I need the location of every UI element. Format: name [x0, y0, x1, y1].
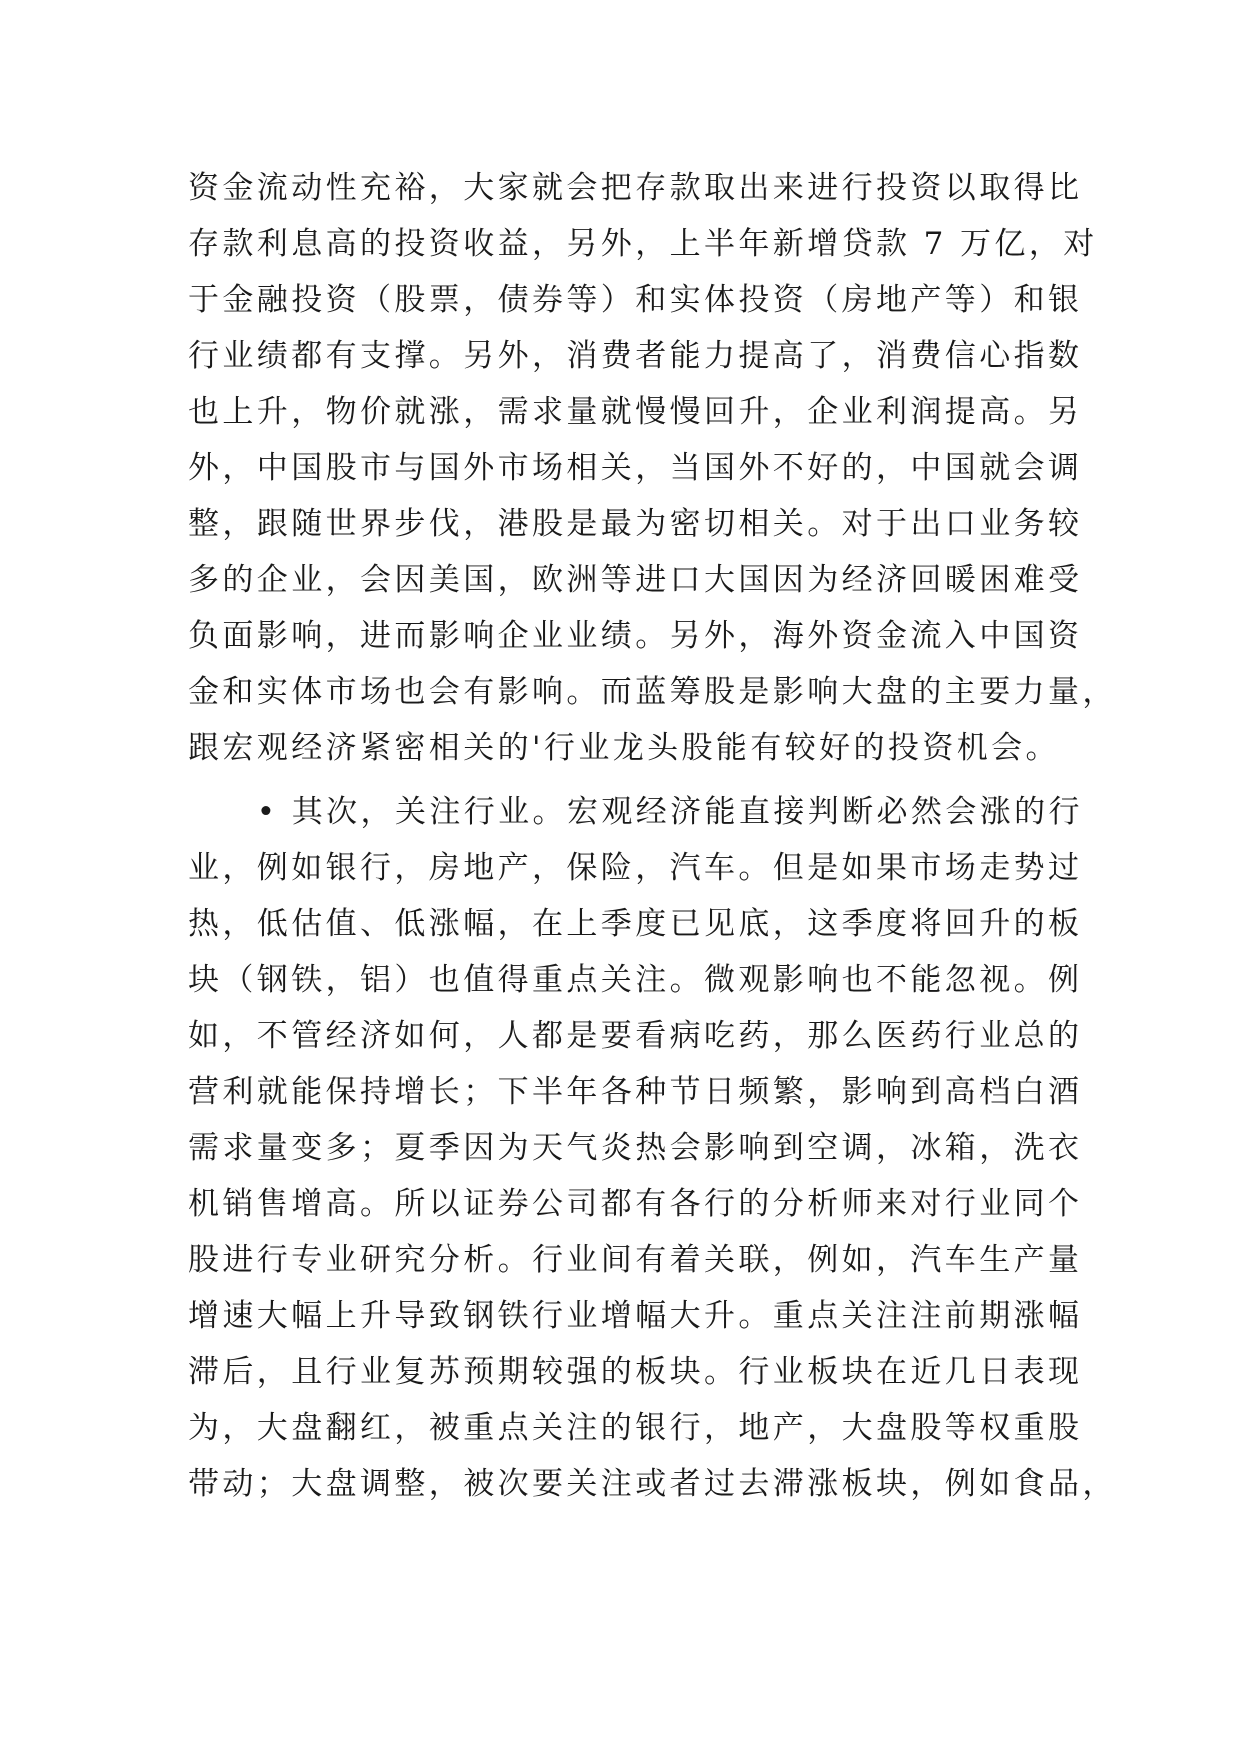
text-line: 负面影响，进而影响企业业绩。另外，海外资金流入中国资	[188, 618, 1083, 654]
text-line: 也上升，物价就涨，需求量就慢慢回升，企业利润提高。另	[188, 394, 1083, 430]
paragraph-industry-focus	[188, 784, 1117, 1512]
text-line: 需求量变多；夏季因为天气炎热会影响到空调，冰箱，洗衣	[188, 1130, 1083, 1166]
paragraph-macro-economy	[188, 160, 1117, 776]
text-line: 机销售增高。所以证券公司都有各行的分析师来对行业同个	[188, 1186, 1083, 1222]
text-line: 如，不管经济如何，人都是要看病吃药，那么医药行业总的	[188, 1018, 1083, 1054]
text-line: 于金融投资（股票，债券等）和实体投资（房地产等）和银	[188, 282, 1083, 318]
text-line: 金和实体市场也会有影响。而蓝筹股是影响大盘的主要力量，	[188, 674, 1117, 710]
text-line: 营利就能保持增长；下半年各种节日频繁，影响到高档白酒	[188, 1074, 1083, 1110]
paragraph-spacer	[188, 776, 1068, 784]
text-line: 整，跟随世界步伐，港股是最为密切相关。对于出口业务较	[188, 506, 1083, 542]
body-text	[188, 160, 1117, 1512]
text-line: 股进行专业研究分析。行业间有着关联，例如，汽车生产量	[188, 1242, 1083, 1278]
text-line: 业，例如银行，房地产，保险，汽车。但是如果市场走势过	[188, 850, 1083, 886]
text-line: • 其次，关注行业。宏观经济能直接判断必然会涨的行	[188, 794, 1083, 830]
text-line: 存款利息高的投资收益，另外，上半年新增贷款 7 万亿，对	[188, 226, 1098, 262]
text-line: 块（钢铁，铝）也值得重点关注。微观影响也不能忽视。例	[188, 962, 1083, 998]
text-line: 为，大盘翻红，被重点关注的银行，地产，大盘股等权重股	[188, 1410, 1083, 1446]
text-line: 热，低估值、低涨幅，在上季度已见底，这季度将回升的板	[188, 906, 1083, 942]
text-line: 跟宏观经济紧密相关的'行业龙头股能有较好的投资机会。	[188, 730, 1060, 766]
text-line: 带动；大盘调整，被次要关注或者过去滞涨板块，例如食品，	[188, 1466, 1117, 1502]
text-line: 资金流动性充裕，大家就会把存款取出来进行投资以取得比	[188, 170, 1083, 206]
text-line: 行业绩都有支撑。另外，消费者能力提高了，消费信心指数	[188, 338, 1083, 374]
text-line: 滞后，且行业复苏预期较强的板块。行业板块在近几日表现	[188, 1354, 1083, 1390]
text-line: 增速大幅上升导致钢铁行业增幅大升。重点关注注前期涨幅	[188, 1298, 1083, 1334]
text-line: 外，中国股市与国外市场相关，当国外不好的，中国就会调	[188, 450, 1083, 486]
text-line: 多的企业，会因美国，欧洲等进口大国因为经济回暖困难受	[188, 562, 1083, 598]
